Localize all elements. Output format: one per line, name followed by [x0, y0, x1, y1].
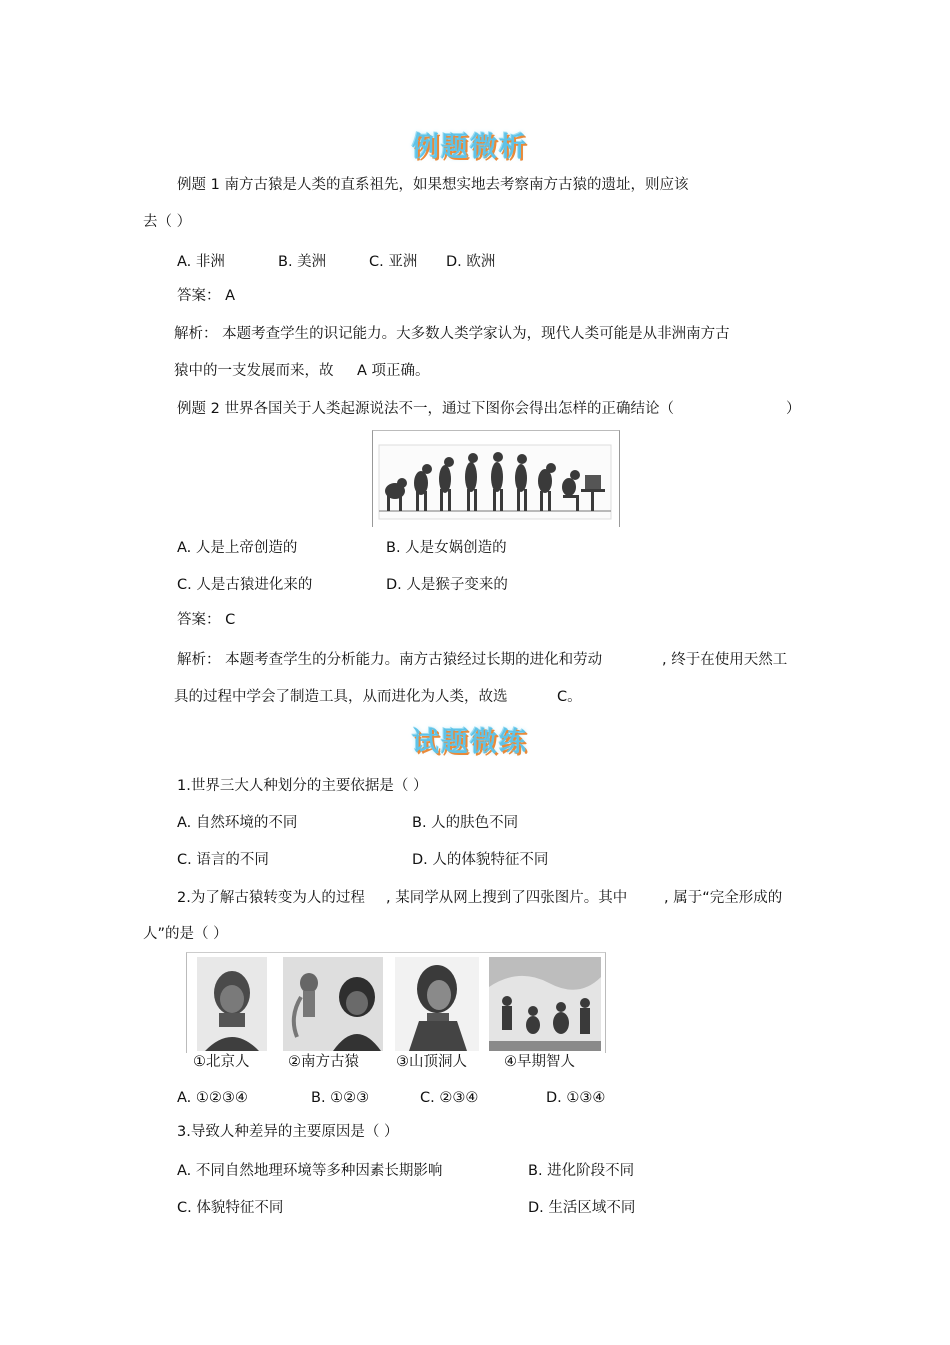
example1-question-line1: 例题 1 南方古猿是人类的直系祖先，如果想实地去考察南方古猿的遗址，则应该 — [177, 177, 689, 193]
evolution-figures-image — [373, 431, 619, 527]
example1-option-b: B. 美洲 — [278, 254, 327, 270]
example2-analysis-line2b: C。 — [557, 689, 582, 705]
q2-stem-b: , 某同学从网上搜到了四张图片。其中 — [386, 890, 628, 906]
example2-analysis-line2a: 具的过程中学会了制造工具，从而进化为人类，故选 — [174, 689, 508, 705]
peking-man-image — [197, 957, 267, 1051]
q2-caption-2: ②南方古猿 — [288, 1054, 359, 1070]
example1-option-d: D. 欧洲 — [446, 254, 496, 270]
example2-question: 例题 2 世界各国关于人类起源说法不一，通过下图你会得出怎样的正确结论（ — [177, 401, 674, 417]
example2-option-a: A. 人是上帝创造的 — [177, 540, 298, 556]
australopithecus-image — [283, 957, 383, 1051]
example1-analysis-line2a: 猿中的一支发展而来，故 — [174, 363, 334, 379]
q2-stem-line2: 人”的是（ ） — [143, 926, 228, 942]
q3-option-a: A. 不同自然地理环境等多种因素长期影响 — [177, 1163, 443, 1179]
q2-option-d: D. ①③④ — [546, 1090, 606, 1106]
q3-option-c: C. 体貌特征不同 — [177, 1200, 284, 1216]
q3-stem: 3.导致人种差异的主要原因是（ ） — [177, 1124, 399, 1140]
example2-option-b: B. 人是女娲创造的 — [386, 540, 507, 556]
section-title-examples — [400, 125, 540, 163]
example2-analysis-line1a: 解析： 本题考查学生的分析能力。南方古猿经过长期的进化和劳动 — [177, 652, 603, 668]
example2-analysis-line1b: , 终于在使用天然工 — [662, 652, 788, 668]
q2-photo-strip — [186, 952, 606, 1053]
q2-caption-4: ④早期智人 — [504, 1054, 575, 1070]
q1-option-b: B. 人的肤色不同 — [412, 815, 519, 831]
q2-stem-a: 2.为了解古猿转变为人的过程 — [177, 890, 365, 906]
q3-option-d: D. 生活区域不同 — [528, 1200, 636, 1216]
q2-option-a: A. ①②③④ — [177, 1090, 248, 1106]
q2-caption-1: ①北京人 — [193, 1054, 250, 1070]
early-homo-sapiens-image — [489, 957, 601, 1051]
section-title-practice — [400, 720, 540, 758]
q1-option-a: A. 自然环境的不同 — [177, 815, 298, 831]
q1-stem: 1.世界三大人种划分的主要依据是（ ） — [177, 778, 428, 794]
q2-option-b: B. ①②③ — [311, 1090, 370, 1106]
example1-question-line2: 去（ ） — [143, 214, 192, 230]
q2-option-c: C. ②③④ — [420, 1090, 479, 1106]
example1-analysis-line1: 解析： 本题考查学生的识记能力。大多数人类学家认为，现代人类可能是从非洲南方古 — [174, 326, 730, 342]
upper-cave-man-image — [395, 957, 479, 1051]
example1-option-a: A. 非洲 — [177, 254, 225, 270]
section-title-examples-text: 例题微析 — [412, 131, 528, 163]
example2-answer: 答案： C — [177, 612, 236, 628]
q2-caption-3: ③山顶洞人 — [396, 1054, 467, 1070]
example1-option-c: C. 亚洲 — [369, 254, 418, 270]
q2-stem-c: , 属于“完全形成的 — [664, 890, 783, 906]
example2-question-paren: ） — [786, 401, 801, 417]
q1-option-d: D. 人的体貌特征不同 — [412, 852, 549, 868]
section-title-practice-text: 试题微练 — [412, 726, 528, 758]
evolution-illustration — [372, 430, 620, 527]
example1-analysis-line2b: A 项正确。 — [357, 363, 430, 379]
example2-option-d: D. 人是猴子变来的 — [386, 577, 508, 593]
example1-answer: 答案： A — [177, 288, 236, 304]
q1-option-c: C. 语言的不同 — [177, 852, 269, 868]
example2-option-c: C. 人是古猿进化来的 — [177, 577, 313, 593]
q3-option-b: B. 进化阶段不同 — [528, 1163, 635, 1179]
